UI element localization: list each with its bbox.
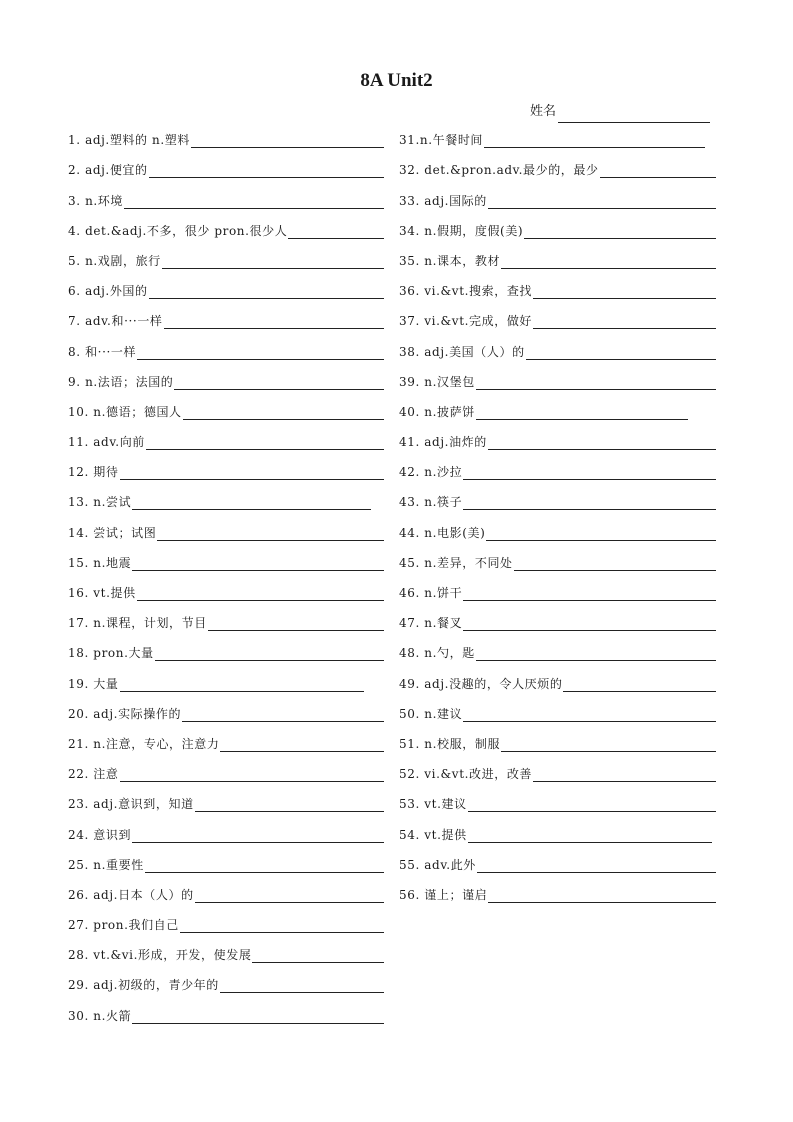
vocab-item-label: 14. 尝试；试图: [68, 525, 157, 540]
answer-blank-line[interactable]: [488, 437, 716, 450]
answer-blank-line[interactable]: [155, 648, 384, 661]
vocab-item-label: 28. vt.&vi.形成，开发，使发展: [68, 948, 252, 963]
vocab-item: [399, 694, 716, 724]
vocab-item: [68, 422, 384, 452]
vocab-item-label: 24. 意识到: [68, 827, 132, 842]
answer-blank-line[interactable]: [162, 256, 384, 269]
vocab-item: [68, 935, 384, 965]
vocab-item: [68, 331, 384, 361]
vocab-item-label: 40. n.披萨饼: [399, 404, 475, 419]
answer-blank-line[interactable]: [157, 528, 384, 541]
vocab-item-label: 39. n.汉堡包: [399, 374, 475, 389]
vocab-item: [399, 120, 716, 150]
answer-blank-line[interactable]: [132, 558, 384, 571]
vocab-item-label: 31.n.午餐时间: [399, 133, 484, 148]
vocab-item-label: 44. n.电影(美): [399, 525, 486, 540]
answer-blank-line[interactable]: [146, 437, 384, 450]
vocab-item-label: 46. n.饼干: [399, 586, 463, 600]
answer-blank-line[interactable]: [533, 769, 716, 782]
answer-blank-line[interactable]: [132, 1011, 384, 1024]
answer-blank-line[interactable]: [524, 226, 716, 239]
answer-blank-line[interactable]: [463, 709, 716, 722]
vocab-item-label: 32. det.&pron.adv.最少的，最少: [399, 163, 599, 178]
vocab-item-label: 13. n.尝试: [68, 495, 132, 510]
vocab-item-label: 15. n.地震: [68, 555, 132, 570]
vocab-item: [68, 573, 384, 603]
vocab-item: [68, 724, 384, 754]
vocab-item-label: 41. adj.油炸的: [399, 435, 487, 450]
answer-blank-line[interactable]: [477, 860, 716, 873]
vocab-item: [399, 392, 716, 422]
answer-blank-line[interactable]: [476, 407, 688, 420]
vocab-item: [68, 995, 384, 1025]
vocab-item-label: 3. n.环境: [68, 193, 124, 208]
answer-blank-line[interactable]: [195, 799, 384, 812]
answer-blank-line[interactable]: [288, 226, 384, 239]
vocab-item-label: 20. adj.实际操作的: [68, 706, 182, 721]
vocab-item: [399, 211, 716, 241]
answer-blank-line[interactable]: [208, 618, 384, 631]
vocab-item-label: 8. 和···一样: [68, 344, 137, 359]
answer-blank-line[interactable]: [120, 769, 385, 782]
vocab-item-label: 16. vt.提供: [68, 586, 136, 600]
vocab-item: [68, 875, 384, 905]
vocab-item: [68, 211, 384, 241]
vocab-item-label: 51. n.校服，制服: [399, 736, 501, 751]
vocab-item-label: 10. n.德语；德国人: [68, 404, 182, 419]
answer-blank-line[interactable]: [195, 890, 384, 903]
answer-blank-line[interactable]: [120, 467, 385, 480]
answer-blank-line[interactable]: [252, 950, 384, 963]
answer-blank-line[interactable]: [120, 679, 364, 692]
answer-blank-line[interactable]: [145, 860, 384, 873]
answer-blank-line[interactable]: [533, 316, 716, 329]
answer-blank-line[interactable]: [533, 286, 716, 299]
vocab-item-label: 48. n.勺，匙: [399, 646, 475, 661]
vocab-item: [68, 482, 384, 512]
vocab-item: [399, 875, 716, 905]
vocab-item: [399, 784, 716, 814]
answer-blank-line[interactable]: [563, 679, 716, 692]
vocab-item: [399, 814, 716, 844]
vocab-item-label: 22. 注意: [68, 767, 119, 782]
vocab-item-label: 1. adj.塑料的 n.塑料: [68, 133, 190, 148]
vocab-item: [68, 845, 384, 875]
right-column: [399, 120, 716, 905]
answer-blank-line[interactable]: [463, 467, 716, 480]
vocab-item: [399, 482, 716, 512]
vocab-item: [399, 301, 716, 331]
vocab-item-label: 45. n.差异，不同处: [399, 555, 513, 570]
vocab-item: [68, 392, 384, 422]
vocab-item: [68, 754, 384, 784]
vocab-item: [399, 180, 716, 210]
answer-blank-line[interactable]: [137, 347, 384, 360]
vocab-item: [68, 543, 384, 573]
answer-blank-line[interactable]: [501, 256, 716, 269]
vocab-item-label: 19. 大量: [68, 676, 119, 691]
vocab-item-label: 37. vi.&vt.完成，做好: [399, 314, 533, 329]
vocab-item-label: 55. adv.此外: [399, 857, 476, 872]
answer-blank-line[interactable]: [468, 830, 712, 843]
vocab-item: [68, 512, 384, 542]
vocab-item: [399, 663, 716, 693]
vocab-item-label: 43. n.筷子: [399, 495, 463, 510]
vocab-item-label: 5. n.戏剧，旅行: [68, 253, 161, 268]
vocab-item: [68, 603, 384, 633]
answer-blank-line[interactable]: [484, 135, 705, 148]
vocab-item: [399, 724, 716, 754]
vocab-item: [68, 814, 384, 844]
vocab-item-label: 7. adv.和···一样: [68, 314, 163, 329]
vocab-item: [399, 603, 716, 633]
answer-blank-line[interactable]: [182, 709, 384, 722]
vocab-item-label: 54. vt.提供: [399, 827, 467, 842]
vocab-item: [399, 633, 716, 663]
vocab-item: [399, 452, 716, 482]
vocab-item: [68, 633, 384, 663]
answer-blank-line[interactable]: [488, 196, 716, 209]
answer-blank-line[interactable]: [463, 588, 716, 601]
answer-blank-line[interactable]: [514, 558, 716, 571]
vocab-item-label: 50. n.建议: [399, 706, 463, 721]
vocab-item: [399, 845, 716, 875]
vocab-item: [68, 362, 384, 392]
answer-blank-line[interactable]: [526, 347, 716, 360]
vocab-item: [399, 362, 716, 392]
vocab-item-label: 27. pron.我们自己: [68, 918, 179, 933]
answer-blank-line[interactable]: [220, 980, 384, 993]
answer-blank-line[interactable]: [137, 588, 384, 601]
name-label: 姓名: [530, 104, 557, 119]
vocab-item-label: 29. adj.初级的，青少年的: [68, 978, 219, 993]
vocab-item: [399, 573, 716, 603]
vocab-item-label: 2. adj.便宜的: [68, 163, 148, 178]
vocab-item-label: 21. n.注意，专心，注意力: [68, 736, 220, 751]
vocab-item-label: 56. 谨上；谨启: [399, 887, 488, 902]
vocab-item-label: 9. n.法语；法国的: [68, 374, 174, 389]
vocab-item: [399, 150, 716, 180]
vocab-item-label: 11. adv.向前: [68, 435, 145, 450]
vocab-item: [399, 331, 716, 361]
vocab-item: [68, 694, 384, 724]
vocab-item: [68, 784, 384, 814]
vocab-item: [399, 512, 716, 542]
vocab-item-label: 38. adj.美国（人）的: [399, 344, 525, 359]
vocab-item-label: 6. adj.外国的: [68, 284, 148, 299]
answer-blank-line[interactable]: [476, 648, 716, 661]
vocab-item: [399, 543, 716, 573]
vocab-item-label: 4. det.&adj.不多，很少 pron.很少人: [68, 223, 288, 238]
vocab-item-label: 47. n.餐叉: [399, 616, 463, 631]
vocab-item: [68, 180, 384, 210]
vocab-item: [68, 301, 384, 331]
answer-blank-line[interactable]: [191, 135, 384, 148]
vocab-item: [68, 271, 384, 301]
answer-blank-line[interactable]: [486, 528, 716, 541]
answer-blank-line[interactable]: [174, 377, 384, 390]
vocab-item-label: 30. n.火箭: [68, 1008, 132, 1023]
worksheet-title: 8A Unit2: [360, 70, 433, 91]
answer-blank-line[interactable]: [476, 377, 716, 390]
vocab-item-label: 26. adj.日本（人）的: [68, 887, 194, 902]
answer-blank-line[interactable]: [132, 497, 371, 510]
vocab-item: [399, 754, 716, 784]
answer-blank-line[interactable]: [600, 165, 716, 178]
vocab-item-label: 42. n.沙拉: [399, 465, 463, 480]
answer-blank-line[interactable]: [220, 739, 384, 752]
vocab-item: [68, 241, 384, 271]
answer-blank-line[interactable]: [124, 196, 384, 209]
vocab-item: [399, 271, 716, 301]
vocab-item: [68, 965, 384, 995]
vocab-item: [68, 452, 384, 482]
answer-blank-line[interactable]: [463, 618, 716, 631]
vocab-item: [68, 905, 384, 935]
left-column: [68, 120, 384, 1026]
vocab-item-label: 49. adj.没趣的，令人厌烦的: [399, 676, 563, 691]
vocab-item-label: 53. vt.建议: [399, 797, 467, 812]
vocab-item: [399, 241, 716, 271]
answer-blank-line[interactable]: [132, 830, 384, 843]
vocab-item: [68, 663, 384, 693]
answer-blank-line[interactable]: [149, 165, 384, 178]
answer-blank-line[interactable]: [488, 890, 716, 903]
vocab-item-label: 36. vi.&vt.搜索，查找: [399, 284, 533, 299]
answer-blank-line[interactable]: [183, 407, 384, 420]
answer-blank-line[interactable]: [468, 799, 716, 812]
vocab-item-label: 25. n.重要性: [68, 857, 144, 872]
answer-blank-line[interactable]: [180, 920, 384, 933]
vocab-item-label: 34. n.假期，度假(美): [399, 223, 524, 238]
vocab-item-label: 12. 期待: [68, 465, 119, 480]
answer-blank-line[interactable]: [463, 497, 716, 510]
vocab-item: [68, 120, 384, 150]
vocab-item-label: 52. vi.&vt.改进，改善: [399, 767, 533, 782]
answer-blank-line[interactable]: [149, 286, 384, 299]
answer-blank-line[interactable]: [501, 739, 716, 752]
vocab-item-label: 17. n.课程，计划，节目: [68, 616, 207, 631]
vocab-item-label: 35. n.课本，教材: [399, 253, 501, 268]
vocab-item: [68, 150, 384, 180]
vocab-item-label: 33. adj.国际的: [399, 193, 487, 208]
vocab-item-label: 18. pron.大量: [68, 646, 154, 661]
answer-blank-line[interactable]: [164, 316, 384, 329]
vocab-item: [399, 422, 716, 452]
vocab-item-label: 23. adj.意识到，知道: [68, 797, 194, 812]
